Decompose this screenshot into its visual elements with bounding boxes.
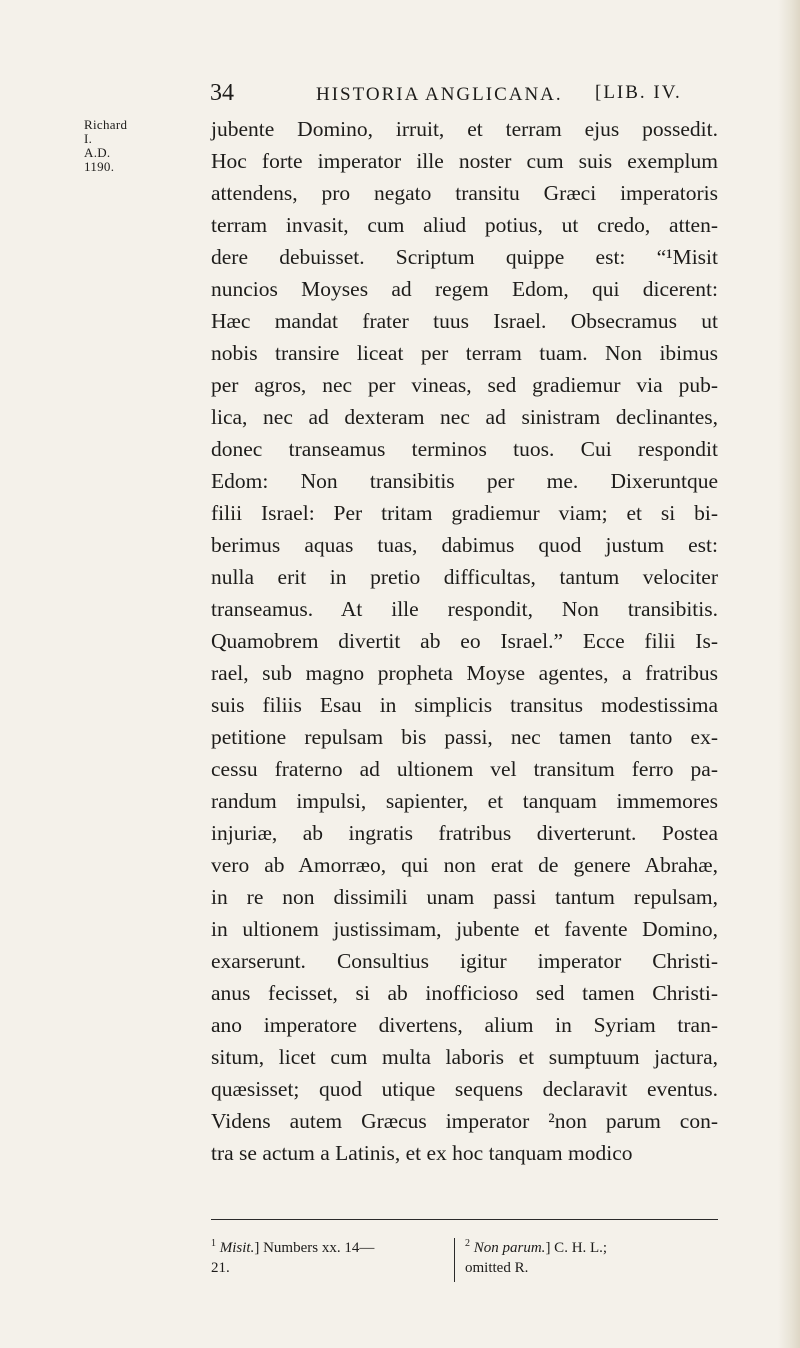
text-line: quæsisset; quod utique sequens declaravit eventus. <box>211 1077 718 1101</box>
text-line: randum impulsi, sapienter, et tanquam immemores <box>211 789 718 813</box>
footnote-2 <box>465 1234 718 1278</box>
text-line: anus fecisset, si ab inofficioso sed tamen Christi- <box>211 981 718 1005</box>
text-line: tra se actum a Latinis, et ex hoc tanquam modico <box>211 1141 633 1165</box>
page-edge <box>778 0 800 1348</box>
text-line: lica, nec ad dexteram nec ad sinistram declinantes, <box>211 405 718 429</box>
text-line: filii Israel: Per tritam gradiemur viam; et si bi- <box>211 501 718 525</box>
text-line: per agros, nec per vineas, sed gradiemur via pub- <box>211 373 718 397</box>
text-line: cessu fraterno ad ultionem vel transitum ferro pa- <box>211 757 718 781</box>
text-line: ano imperatore divertens, alium in Syriam tran- <box>211 1013 718 1037</box>
text-line: Videns autem Græcus imperator ²non parum con- <box>211 1109 718 1133</box>
text-line: exarserunt. Consultius igitur imperator Christi- <box>211 949 718 973</box>
text-line: in ultionem justissimam, jubente et favente Domino, <box>211 917 718 941</box>
body-text <box>211 113 718 1169</box>
text-line: terram invasit, cum aliud potius, ut credo, atten- <box>211 213 718 237</box>
text-line: nobis transire liceat per terram tuam. Non ibimus <box>211 341 718 365</box>
text-line: donec transeamus terminos tuos. Cui respondit <box>211 437 718 461</box>
footnote-term: Misit. <box>219 1240 255 1256</box>
footnote-marker: 1 <box>211 1238 216 1249</box>
text-line: Hoc forte imperator ille noster cum suis exemplum <box>211 149 718 173</box>
footnote-marker: 2 <box>465 1238 470 1249</box>
footnote-continuation: omitted R. <box>465 1260 529 1276</box>
footnote-divider <box>454 1238 455 1282</box>
text-line: suis filiis Esau in simplicis transitus modestissima <box>211 693 718 717</box>
margin-note-line: Richard I. <box>84 117 128 146</box>
page-header <box>210 80 710 110</box>
text-line: nuncios Moyses ad regem Edom, qui dicerent: <box>211 277 718 301</box>
text-line: jubente Domino, irruit, et terram ejus possedit. <box>211 117 718 141</box>
text-line: Quamobrem divertit ab eo Israel.” Ecce filii Is- <box>211 629 718 653</box>
text-line: transeamus. At ille respondit, Non transibitis. <box>211 597 718 621</box>
footnote-text: ] Numbers xx. 14— <box>254 1240 375 1256</box>
footnote-text: ] C. H. L.; <box>545 1240 608 1256</box>
text-line: petitione repulsam bis passi, nec tamen tanto ex- <box>211 725 718 749</box>
text-line: injuriæ, ab ingratis fratribus diverterunt. Postea <box>211 821 718 845</box>
text-line: vero ab Amorræo, qui non erat de genere Abrahæ, <box>211 853 718 877</box>
running-title: HISTORIA ANGLICANA. <box>316 84 563 105</box>
margin-note <box>84 118 134 174</box>
text-line: attendens, pro negato transitu Græci imperatoris <box>211 181 718 205</box>
page-number: 34 <box>210 80 234 106</box>
text-line: nulla erit in pretio difficultas, tantum velociter <box>211 565 718 589</box>
footnote-1 <box>211 1234 443 1278</box>
text-line: berimus aquas tuas, dabimus quod justum est: <box>211 533 718 557</box>
book-reference: [LIB. IV. <box>595 82 682 103</box>
text-line: Edom: Non transibitis per me. Dixeruntque <box>211 469 718 493</box>
margin-note-line: A.D. 1190. <box>84 145 115 174</box>
footnote-continuation: 21. <box>211 1260 230 1276</box>
text-line: situm, licet cum multa laboris et sumptuum jactura, <box>211 1045 718 1069</box>
text-line: Hæc mandat frater tuus Israel. Obsecramus ut <box>211 309 718 333</box>
text-line: in re non dissimili unam passi tantum repulsam, <box>211 885 718 909</box>
text-line: rael, sub magno propheta Moyse agentes, a fratribus <box>211 661 718 685</box>
footnote-term: Non parum. <box>473 1240 546 1256</box>
footnote-rule <box>211 1219 718 1220</box>
footnotes <box>211 1234 718 1284</box>
text-line: dere debuisset. Scriptum quippe est: “¹Misit <box>211 245 718 269</box>
